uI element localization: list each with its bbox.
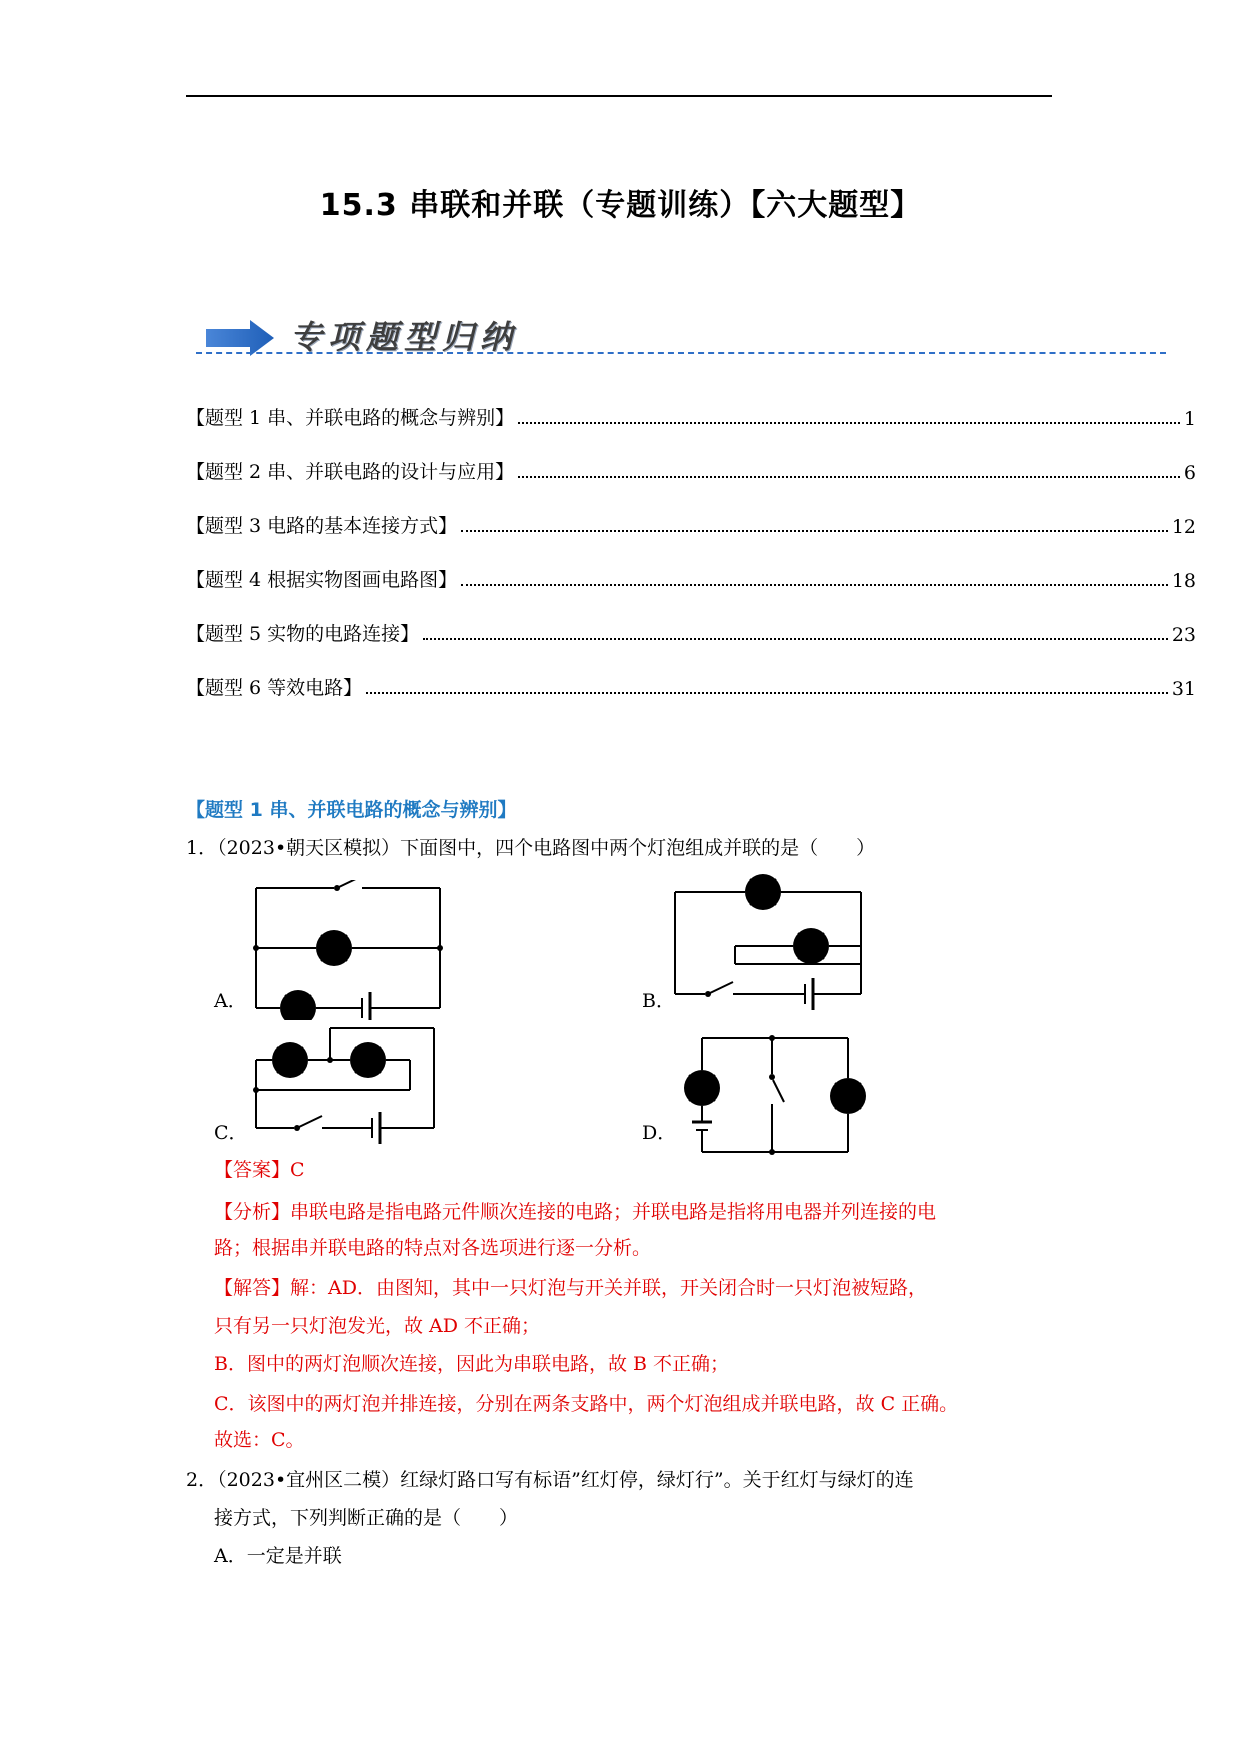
page-title: 15.3 串联和并联（专题训练）【六大题型】 <box>319 188 922 223</box>
option-c-label: C． <box>214 1122 248 1144</box>
banner-title: 专项题型归纳 <box>290 318 519 356</box>
toc-page: 12 <box>1171 516 1196 538</box>
circuit-d-diagram <box>680 1030 880 1160</box>
toc-label: 【题型 6 等效电路】 <box>186 677 363 699</box>
question-2-stem-line-1: 2．（2023•宜州区二模）红绿灯路口写有标语”红灯停，绿灯行”。关于红灯与绿灯的连 <box>186 1469 914 1491</box>
toc-leader <box>423 638 1168 640</box>
toc-page: 18 <box>1171 570 1196 592</box>
option-b-label: B． <box>642 990 675 1012</box>
toc-leader <box>518 422 1180 424</box>
circuit-b-diagram <box>665 862 875 1012</box>
circuit-c-diagram <box>250 1022 450 1152</box>
solution-line-5: 故选：C。 <box>214 1429 305 1451</box>
toc-page: 6 <box>1183 462 1196 484</box>
toc-label: 【题型 4 根据实物图画电路图】 <box>186 569 458 591</box>
toc-label: 【题型 1 串、并联电路的概念与辨别】 <box>186 407 515 429</box>
toc-leader <box>461 530 1168 532</box>
question-1-stem: 1．（2023•朝天区模拟）下面图中，四个电路图中两个灯泡组成并联的是（ ） <box>186 837 876 859</box>
header-rule <box>186 95 1052 97</box>
solution-line-1: 【解答】解：AD．由图知，其中一只灯泡与开关并联，开关闭合时一只灯泡被短路， <box>214 1277 927 1299</box>
section-heading: 【题型 1 串、并联电路的概念与辨别】 <box>186 799 517 821</box>
toc-item-2[interactable] <box>186 454 1196 484</box>
analysis-line-2: 路；根据串并联电路的特点对各选项进行逐一分析。 <box>214 1237 652 1259</box>
answer-text: 【答案】C <box>214 1159 305 1181</box>
toc-page: 31 <box>1171 678 1196 700</box>
analysis-line-1: 【分析】串联电路是指电路元件顺次连接的电路；并联电路是指将用电器并列连接的电 <box>214 1201 937 1223</box>
solution-line-3: B．图中的两灯泡顺次连接，因此为串联电路，故 B 不正确； <box>214 1353 730 1375</box>
option-d-label: D． <box>642 1122 677 1144</box>
toc-leader <box>461 584 1168 586</box>
question-2-option-a: A．一定是并联 <box>214 1545 342 1567</box>
banner-divider <box>196 352 1166 354</box>
toc-page: 1 <box>1183 408 1196 430</box>
toc-label: 【题型 3 电路的基本连接方式】 <box>186 515 458 537</box>
option-a-label: A． <box>214 990 247 1012</box>
question-2-stem-line-2: 接方式，下列判断正确的是（ ） <box>214 1507 519 1529</box>
toc-item-6[interactable] <box>186 670 1196 700</box>
circuit-a-diagram <box>250 880 450 1020</box>
toc-page: 23 <box>1171 624 1196 646</box>
solution-line-2: 只有另一只灯泡发光，故 AD 不正确； <box>214 1315 541 1337</box>
toc-label: 【题型 5 实物的电路连接】 <box>186 623 420 645</box>
toc-item-5[interactable] <box>186 616 1196 646</box>
toc-item-4[interactable] <box>186 562 1196 592</box>
toc-item-1[interactable] <box>186 400 1196 430</box>
toc-label: 【题型 2 串、并联电路的设计与应用】 <box>186 461 515 483</box>
solution-line-4: C．该图中的两灯泡并排连接，分别在两条支路中，两个灯泡组成并联电路，故 C 正确。 <box>214 1393 959 1415</box>
toc-item-3[interactable] <box>186 508 1196 538</box>
toc-leader <box>518 476 1180 478</box>
toc-leader <box>366 692 1168 694</box>
